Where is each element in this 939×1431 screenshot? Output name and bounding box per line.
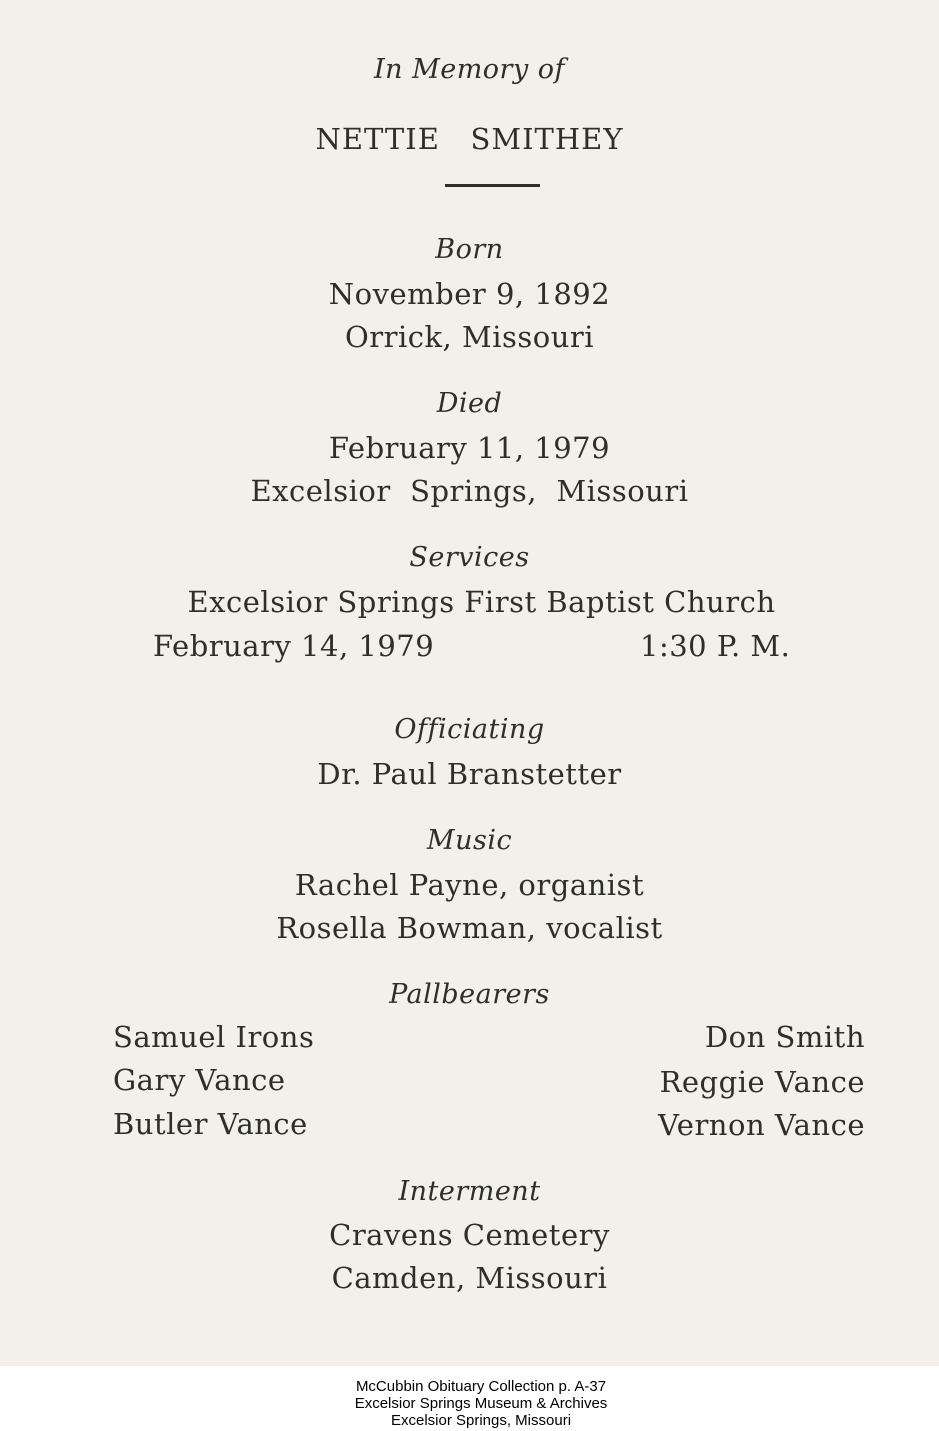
interment-heading: Interment — [398, 1176, 541, 1207]
memorial-heading: In Memory of — [373, 54, 566, 85]
archive-caption — [0, 1378, 939, 1429]
death-place: Excelsior Springs, Missouri — [250, 474, 689, 508]
music-line: Rosella Bowman, vocalist — [276, 911, 663, 945]
pallbearer-name: Butler Vance — [113, 1107, 308, 1141]
interment-place: Camden, Missouri — [331, 1261, 608, 1295]
service-date: February 14, 1979 — [153, 629, 435, 663]
service-time: 1:30 P. M. — [640, 629, 791, 663]
officiant-name: Dr. Paul Branstetter — [317, 757, 622, 791]
caption-line: Excelsior Springs, Missouri — [390, 1412, 572, 1429]
pallbearer-name: Don Smith — [704, 1020, 865, 1054]
death-date: February 11, 1979 — [328, 431, 611, 465]
birth-place: Orrick, Missouri — [344, 320, 595, 354]
music-line: Rachel Payne, organist — [294, 868, 645, 902]
divider-rule — [445, 184, 540, 187]
pallbearer-name: Samuel Irons — [113, 1020, 315, 1054]
officiating-heading: Officiating — [394, 714, 545, 745]
cemetery-name: Cravens Cemetery — [329, 1218, 610, 1252]
service-location: Excelsior Springs First Baptist Church — [187, 585, 776, 619]
caption-line: McCubbin Obituary Collection p. A-37 — [355, 1378, 607, 1395]
caption-line: Excelsior Springs Museum & Archives — [354, 1395, 608, 1412]
pallbearer-name: Gary Vance — [113, 1063, 286, 1097]
born-heading: Born — [435, 234, 504, 265]
pallbearer-name: Vernon Vance — [658, 1108, 865, 1142]
deceased-name: NETTIE SMITHEY — [315, 122, 624, 156]
pallbearer-name: Reggie Vance — [659, 1065, 865, 1099]
music-heading: Music — [426, 825, 513, 856]
birth-date: November 9, 1892 — [328, 277, 611, 311]
services-heading: Services — [409, 542, 530, 573]
pallbearers-heading: Pallbearers — [389, 979, 550, 1010]
died-heading: Died — [436, 388, 503, 419]
